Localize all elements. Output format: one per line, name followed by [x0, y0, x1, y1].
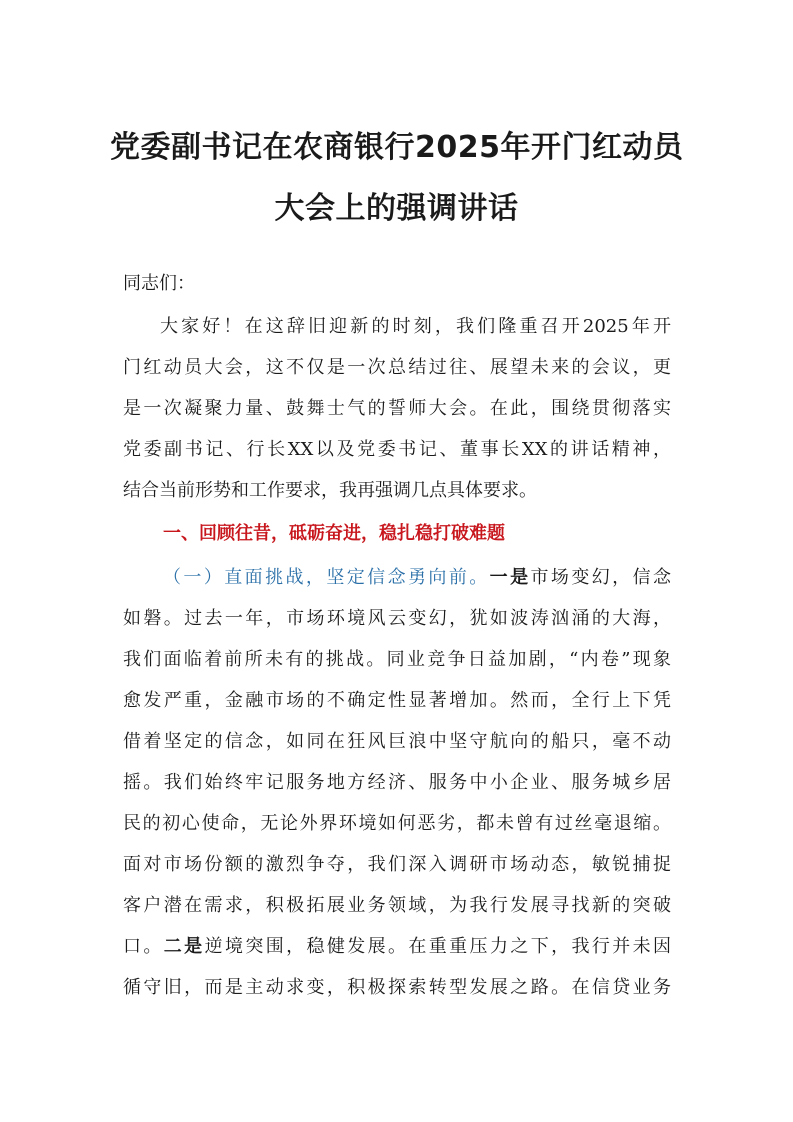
- paragraph-line: 党委副书记、行长XX以及党委书记、董事长XX的讲话精神，: [123, 439, 671, 460]
- subsection-heading: （一）直面挑战，坚定信念勇向前。: [163, 567, 490, 588]
- paragraph-line: 面对市场份额的激烈争夺，我们深入调研市场动态，敏锐捕捉: [123, 854, 671, 875]
- point-label: 一是: [489, 567, 531, 588]
- paragraph-line: 民的初心使命，无论外界环境如何恶劣，都未曾有过丝毫退缩。: [123, 813, 671, 834]
- paragraph-text: 口。: [123, 936, 164, 957]
- paragraph-line: 客户潜在需求，积极拓展业务领域，为我行发展寻找新的突破: [123, 895, 671, 916]
- document-title-line-1: 党委副书记在农商银行2025年开门红动员: [110, 130, 684, 165]
- paragraph-text: 逆境突围，稳健发展。在重重压力之下，我行并未因: [204, 936, 672, 957]
- paragraph-line: [123, 935, 671, 959]
- paragraph-line: 我们面临着前所未有的挑战。同业竞争日益加剧，“内卷”现象: [123, 649, 671, 670]
- salutation: 同志们：: [123, 273, 195, 294]
- point-label: 二是: [163, 936, 205, 957]
- paragraph-line: 循守旧，而是主动求变，积极探索转型发展之路。在信贷业务: [123, 977, 671, 998]
- subsection-line: [163, 566, 671, 590]
- paragraph-line: 借着坚定的信念，如同在狂风巨浪中坚守航向的船只，毫不动: [123, 731, 671, 752]
- paragraph-line: 门红动员大会，这不仅是一次总结过往、展望未来的会议，更: [123, 357, 671, 378]
- paragraph-line: 如磐。过去一年，市场环境风云变幻，犹如波涛汹涌的大海，: [123, 608, 671, 629]
- paragraph-line: 愈发严重，金融市场的不确定性显著增加。然而，全行上下凭: [123, 690, 671, 711]
- paragraph-text: 市场变幻，信念: [530, 567, 672, 588]
- paragraph-line: 摇。我们始终牢记服务地方经济、服务中小企业、服务城乡居: [123, 772, 671, 793]
- section-heading: 一、回顾往昔，砥砺奋进，稳扎稳打破难题: [163, 523, 505, 544]
- document-title-line-2: 大会上的强调讲话: [274, 191, 519, 226]
- paragraph-line: 结合当前形势和工作要求，我再强调几点具体要求。: [123, 480, 537, 501]
- paragraph-line: 是一次凝聚力量、鼓舞士气的誓师大会。在此，围绕贯彻落实: [123, 398, 671, 419]
- paragraph-line: 大家好！在这辞旧迎新的时刻，我们隆重召开2025年开: [160, 316, 671, 337]
